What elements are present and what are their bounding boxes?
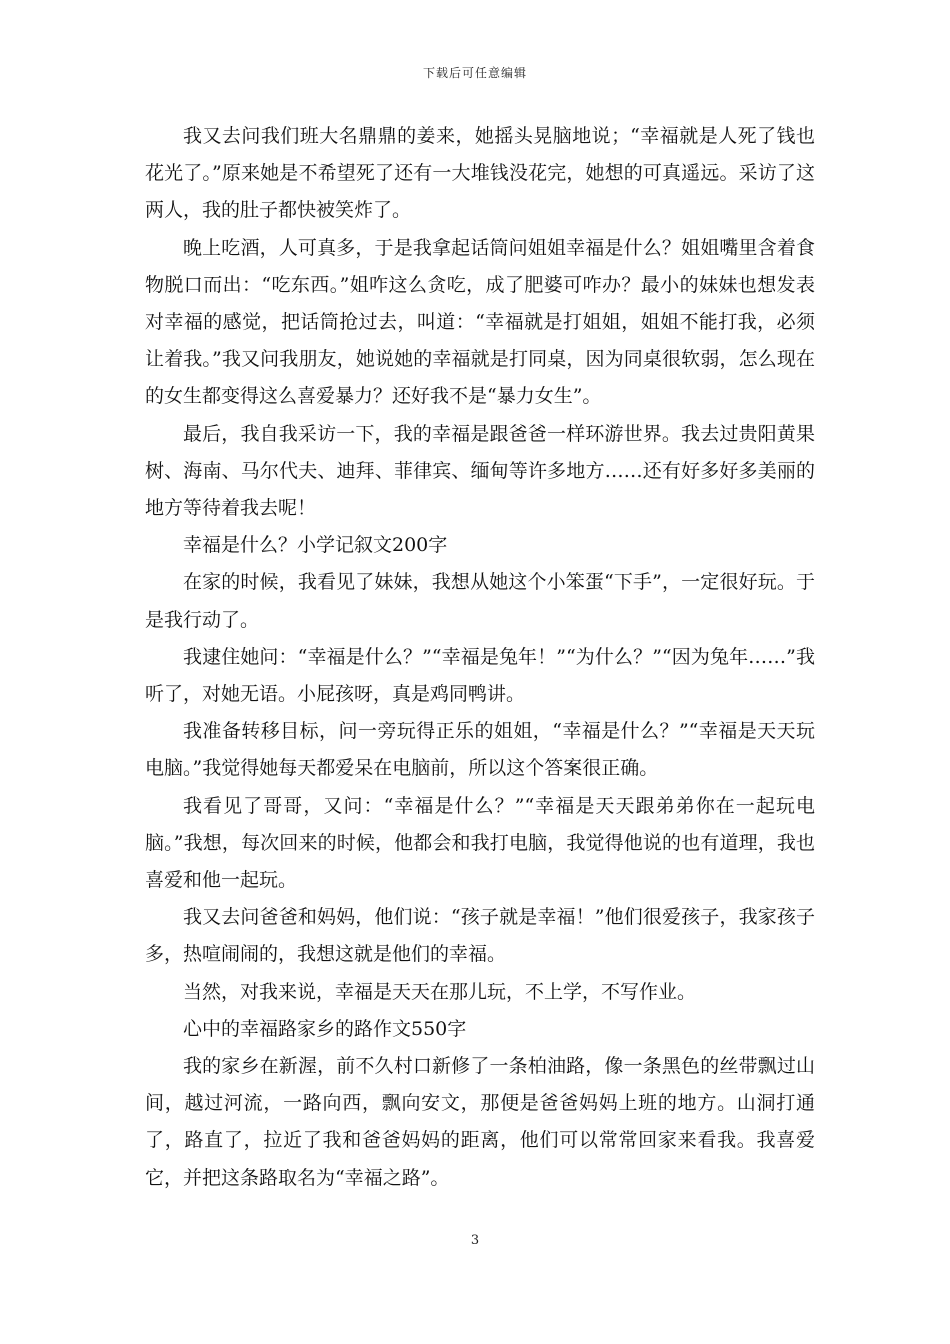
- paragraph: 在家的时候，我看见了妹妹，我想从她这个小笨蛋“下手”，一定很好玩。于是我行动了。: [145, 571, 815, 631]
- paragraph: 我看见了哥哥，又问：“幸福是什么？”“幸福是天天跟弟弟你在一起玩电脑。”我想，每次回来的时候，他都会和我打电脑，我觉得他说的也有道理，我也喜爱和他一起玩。: [145, 794, 815, 892]
- document-body: [145, 118, 815, 1197]
- page-number: 3: [470, 1233, 480, 1248]
- paragraph: 我的家乡在新渥，前不久村口新修了一条柏油路，像一条黑色的丝带飘过山间，越过河流，一路向西，飘向安文，那便是爸爸妈妈上班的地方。山洞打通了，路直了，拉近了我和爸爸妈妈的距离，他们可以常常回家来看我。我喜爱它，并把这条路取名为“幸福之路”。: [145, 1055, 815, 1189]
- paragraph: 我又去问爸爸和妈妈，他们说：“孩子就是幸福！”他们很爱孩子，我家孩子多，热喧闹闹的，我想这就是他们的幸福。: [145, 906, 815, 966]
- page-header: 下载后可任意编辑: [422, 66, 527, 80]
- paragraph: 当然，对我来说，幸福是天天在那儿玩，不上学，不写作业。: [183, 980, 697, 1003]
- paragraph: 我又去问我们班大名鼎鼎的姜来，她摇头晃脑地说；“幸福就是人死了钱也花光了。”原来她是不希望死了还有一大堆钱没花完，她想的可真遥远。采访了这两人，我的肚子都快被笑炸了。: [145, 125, 815, 222]
- section-title: 幸福是什么？小学记叙文200字: [183, 534, 448, 557]
- paragraph: 最后，我自我采访一下，我的幸福是跟爸爸一样环游世界。我去过贵阳黄果树、海南、马尔代夫、迪拜、菲律宾、缅甸等许多地方……还有好多好多美丽的地方等待着我去呢！: [145, 422, 815, 520]
- paragraph: 我逮住她问：“幸福是什么？”“幸福是兔年！”“为什么？”“因为兔年……”我听了，对她无语。小屁孩呀，真是鸡同鸭讲。: [145, 645, 815, 706]
- section-title: 心中的幸福路家乡的路作文550字: [183, 1017, 467, 1040]
- paragraph: 晚上吃酒，人可真多，于是我拿起话筒问姐姐幸福是什么？姐姐嘴里含着食物脱口而出：“吃东西。”姐咋这么贪吃，成了肥婆可咋办？最小的妹妹也想发表对幸福的感觉，把话筒抢过去，叫道：“幸福就是打姐姐，姐姐不能打我，必须让着我。”我又问我朋友，她说她的幸福就是打同桌，因为同桌很软弱，怎么现在的女生都变得这么喜爱暴力？还好我不是“暴力女生”。: [145, 236, 815, 408]
- paragraph: 我准备转移目标，问一旁玩得正乐的姐姐，“幸福是什么？”“幸福是天天玩电脑。”我觉得她每天都爱呆在电脑前，所以这个答案很正确。: [145, 720, 815, 780]
